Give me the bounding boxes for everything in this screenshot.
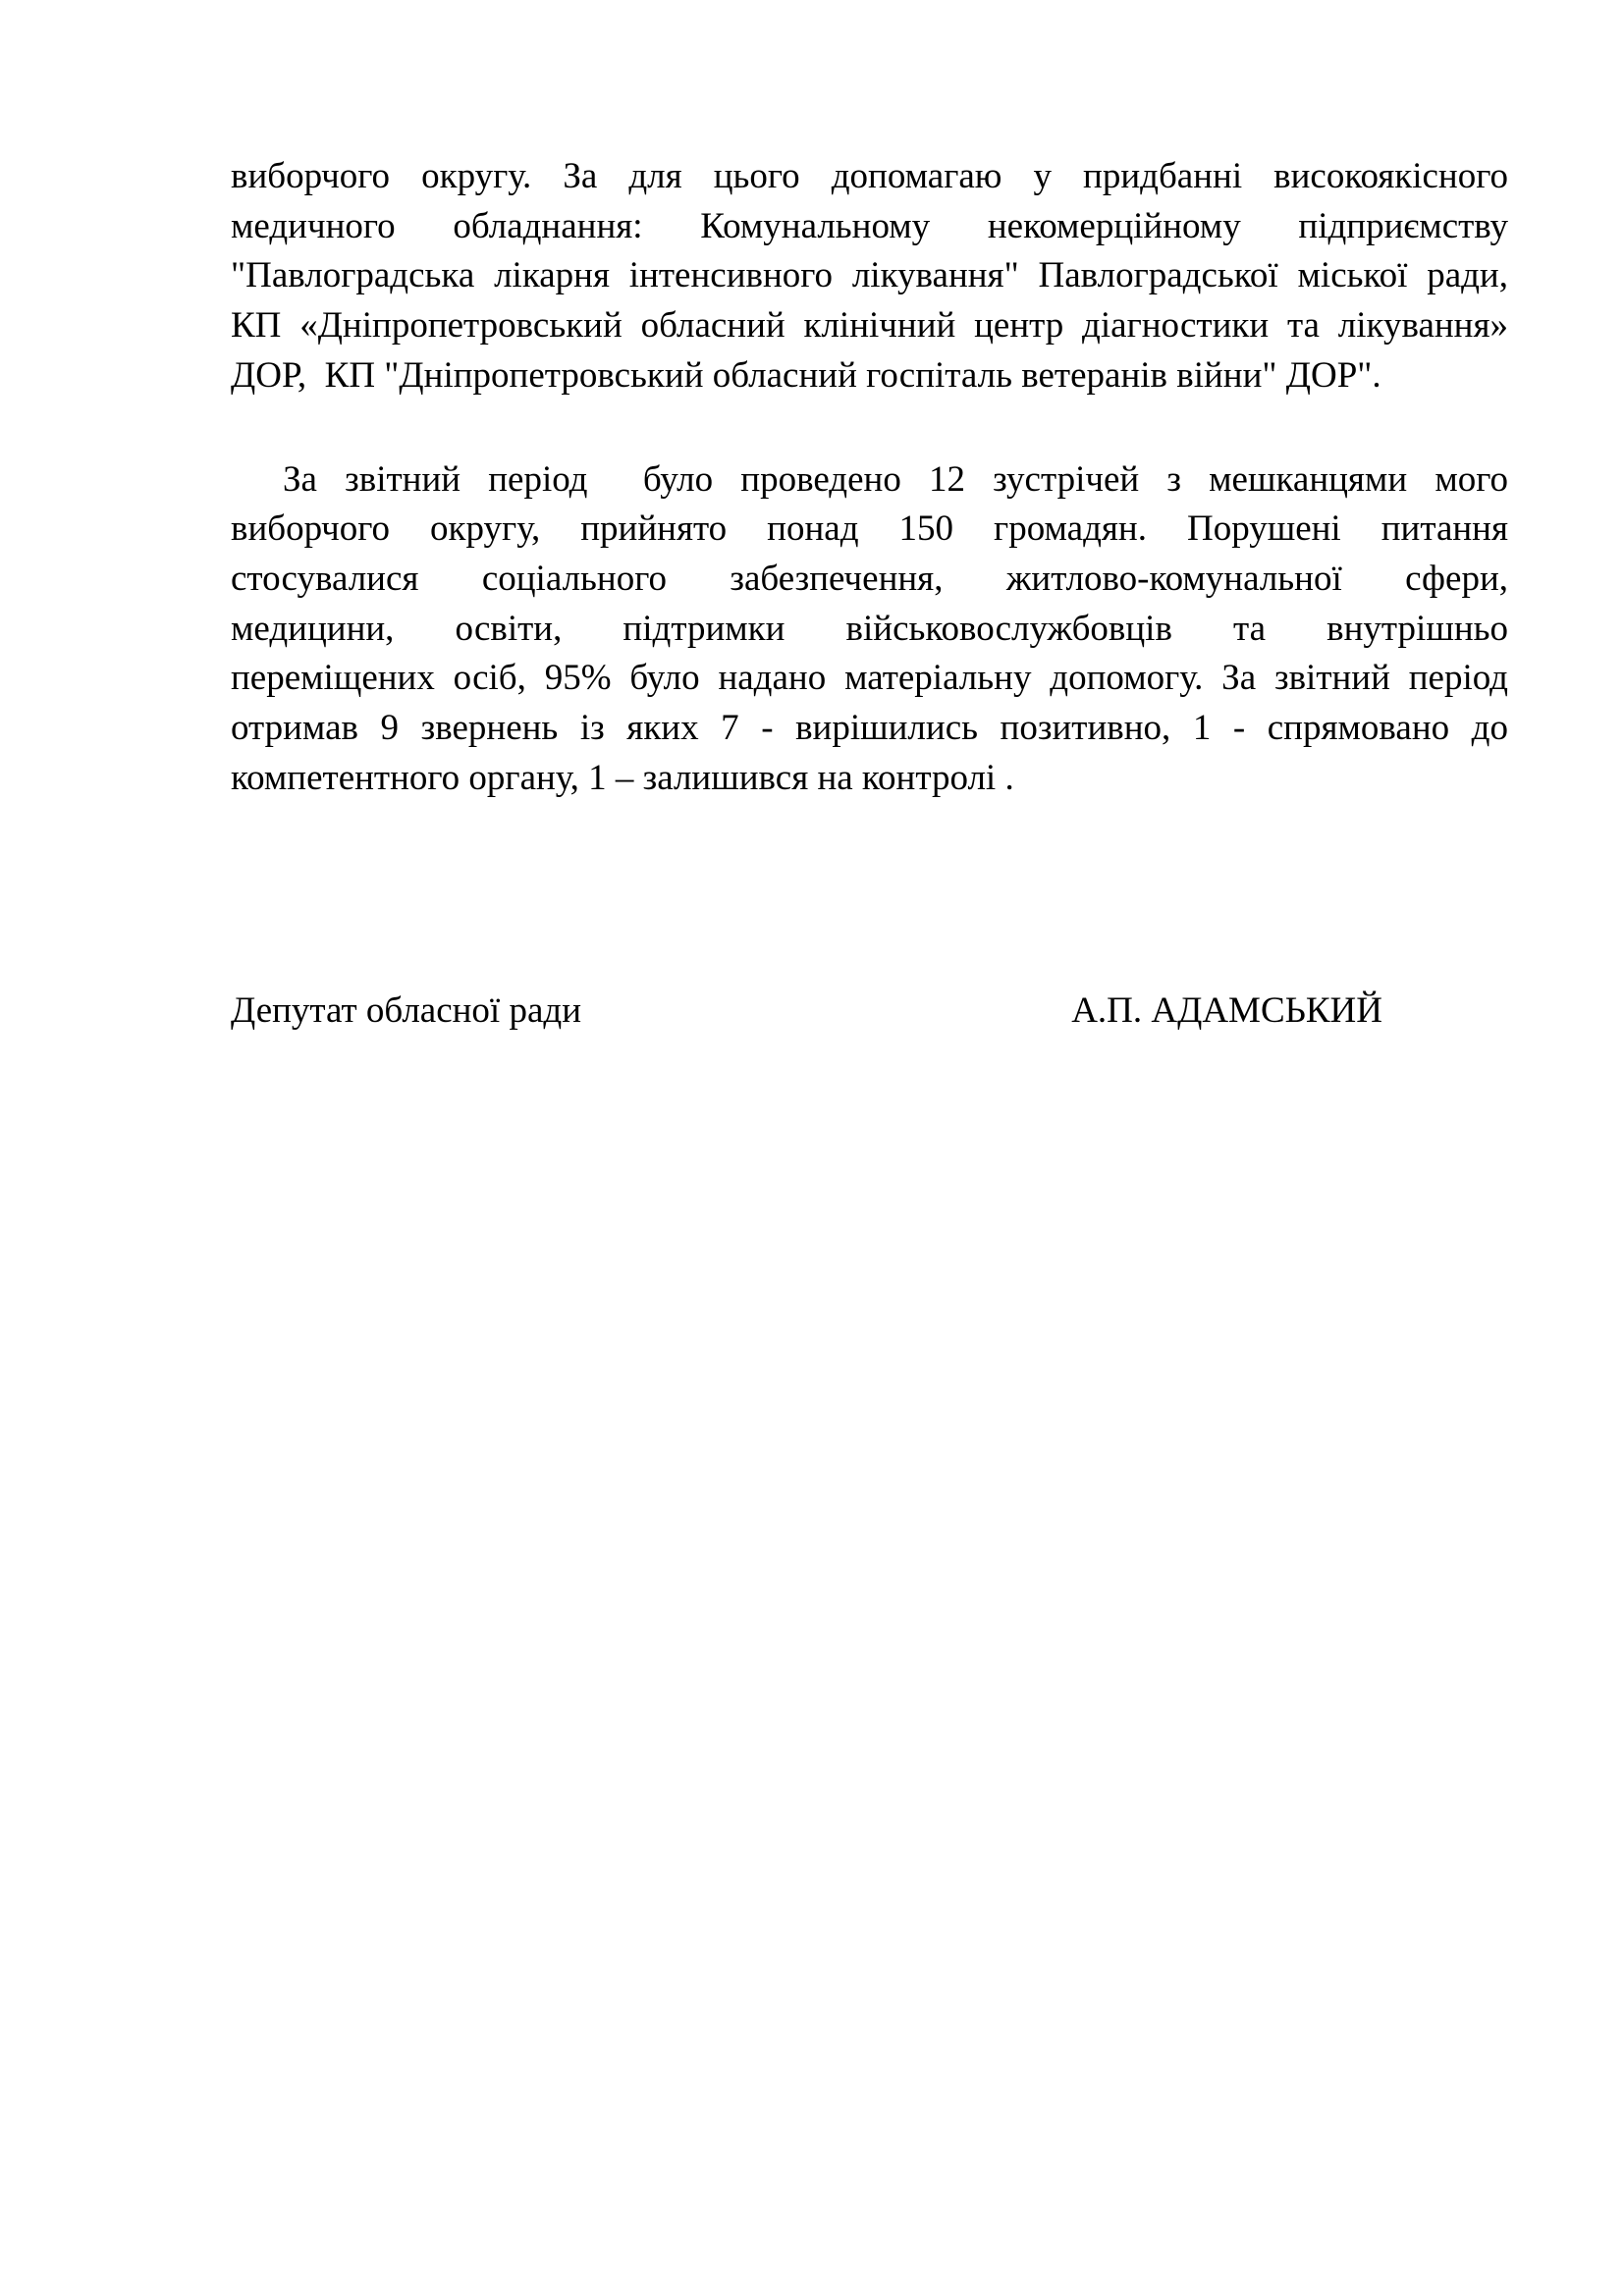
- body-text-line: переміщених осіб, 95% було надано матеріальну допомогу. За звітний період: [231, 658, 1508, 699]
- body-text-line: отримав 9 звернень із яких 7 - вирішились позитивно, 1 - спрямовано до: [231, 708, 1508, 749]
- body-text-line: виборчого округу. За для цього допомагаю у придбанні високоякісного: [231, 156, 1508, 196]
- body-text-line: ДОР, КП "Дніпропетровський обласний госпіталь ветеранів війни" ДОР".: [231, 354, 1381, 396]
- body-text-line: медичного обладнання: Комунальному некомерційному підприємству: [231, 205, 1508, 246]
- body-text-line: компетентного органу, 1 – залишився на контролі .: [231, 757, 1014, 798]
- body-text-line: стосувалися соціального забезпечення, житлово-комунальної сфери,: [231, 558, 1508, 599]
- paragraph-constituent-statistics: [231, 455, 1508, 804]
- paragraph-funding-report: [231, 152, 1508, 401]
- body-text-line: За звітний період було проведено 12 зустрічей з мешканцями мого: [283, 458, 1508, 500]
- body-text-line: виборчого округу, прийнято понад 150 громадян. Порушені питання: [231, 508, 1508, 550]
- signature-row: [231, 987, 1508, 1037]
- signature-name: А.П. АДАМСЬКИЙ: [1071, 990, 1382, 1031]
- body-text-line: "Павлоградська лікарня інтенсивного лікування" Павлоградської міської ради,: [231, 255, 1508, 296]
- text-block: [231, 152, 1508, 803]
- signature-role: Депутат обласної ради: [231, 990, 582, 1031]
- body-text-line: медицини, освіти, підтримки військовослужбовців та внутрішньо: [231, 608, 1508, 649]
- body-text-line: КП «Дніпропетровський обласний клінічний центр діагностики та лікування»: [231, 305, 1508, 347]
